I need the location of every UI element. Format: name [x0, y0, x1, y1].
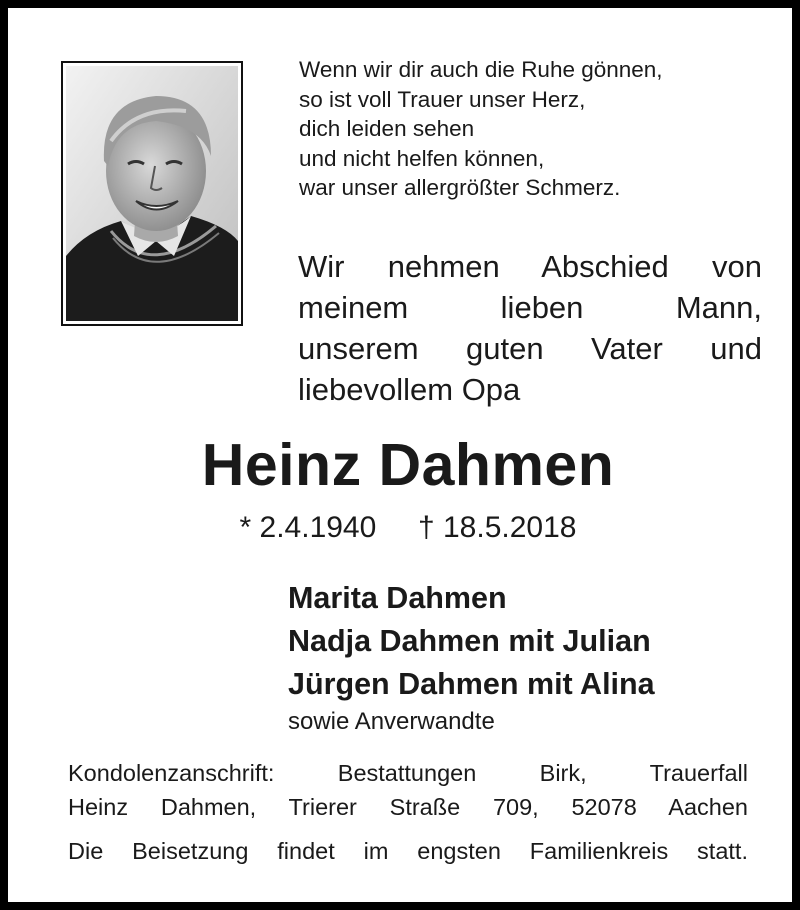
condolence-address	[68, 756, 748, 824]
poem-line: war unser allergrößter Schmerz.	[299, 175, 621, 200]
poem-line: so ist voll Trauer unser Herz,	[299, 86, 586, 112]
poem-line: und nicht helfen können,	[299, 145, 545, 171]
mourner-name: Jürgen Dahmen mit Alina	[288, 667, 655, 701]
farewell-intro	[298, 246, 762, 410]
funeral-note: Die Beisetzung findet im engsten Familienkreis statt.	[68, 838, 748, 864]
mourners-list	[288, 577, 768, 738]
life-dates: * 2.4.1940 † 18.5.2018	[239, 511, 577, 544]
poem-line: dich leiden sehen	[299, 116, 475, 141]
poem	[299, 55, 769, 203]
portrait-photo	[61, 61, 243, 326]
intro-line: meinem lieben Mann,	[298, 290, 762, 325]
deceased-name: Heinz Dahmen	[201, 432, 615, 498]
poem-line: Wenn wir dir auch die Ruhe gönnen,	[299, 57, 663, 82]
relatives-line: sowie Anverwandte	[288, 708, 495, 735]
condolence-line: Kondolenzanschrift: Bestattungen Birk, Trauerfall	[68, 760, 748, 786]
intro-line: unserem guten Vater und	[298, 331, 762, 366]
portrait-image	[66, 66, 238, 321]
mourner-name: Nadja Dahmen mit Julian	[288, 624, 651, 658]
intro-line: Wir nehmen Abschied von	[298, 249, 762, 284]
mourner-name: Marita Dahmen	[288, 581, 507, 615]
intro-line: liebevollem Opa	[298, 372, 521, 407]
condolence-line: Heinz Dahmen, Trierer Straße 709, 52078 Aachen	[68, 794, 748, 820]
